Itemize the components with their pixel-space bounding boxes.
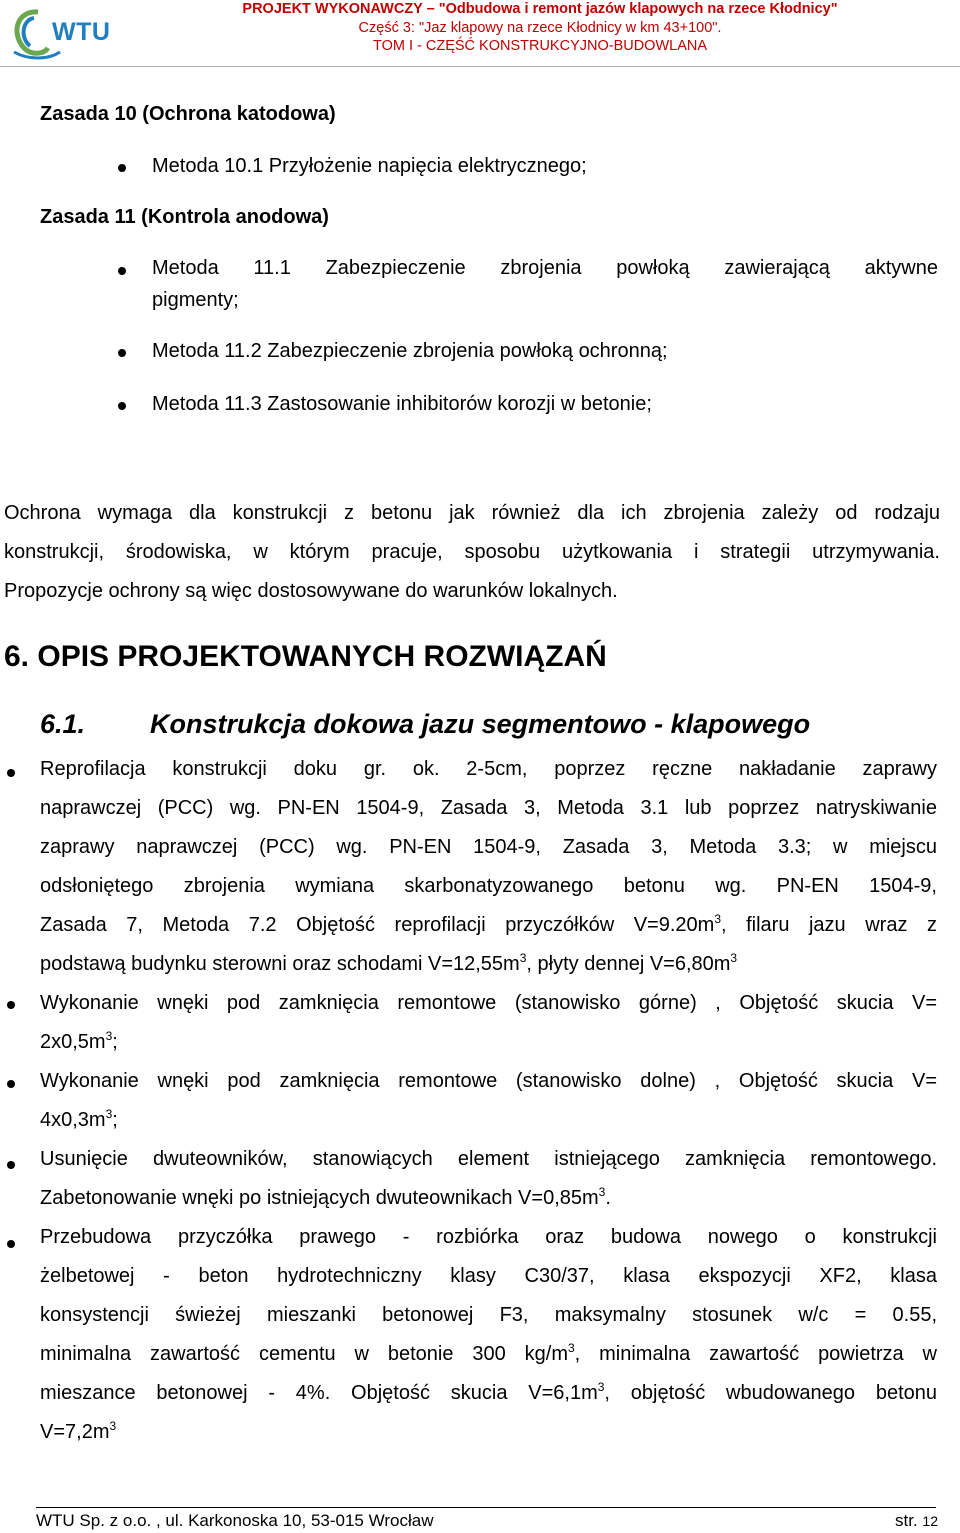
- footer-divider: [36, 1507, 936, 1508]
- list-line: Reprofilacja konstrukcji doku gr. ok. 2-5cm, poprzez ręczne nakładanie zaprawy: [40, 758, 937, 780]
- header-title-block: [120, 0, 960, 56]
- protection-paragraph: [4, 494, 940, 611]
- list-line: Wykonanie wnęki pod zamknięcia remontowe (stanowisko górne) , Objętość skucia V=: [40, 992, 937, 1014]
- superscript: 3: [597, 1380, 605, 1394]
- header-divider: [0, 66, 960, 67]
- text-run: podstawą budynku sterowni oraz schodami V=12,55m: [40, 953, 520, 975]
- bullet-icon: [118, 402, 126, 410]
- page-num: 12: [922, 1513, 938, 1529]
- bullet-icon: [7, 1080, 15, 1088]
- list-item-reprofilacja: [40, 750, 937, 984]
- page-header: [0, 0, 960, 60]
- list-line: [40, 1179, 937, 1218]
- superscript: 3: [730, 951, 738, 965]
- method-11-3: Metoda 11.3 Zastosowanie inhibitorów korozji w betonie;: [152, 393, 652, 415]
- superscript: 3: [109, 1419, 117, 1433]
- list-line: Usunięcie dwuteowników, stanowiących element istniejącego zamknięcia remontowego.: [40, 1148, 937, 1170]
- text-run: Zasada 7, Metoda 7.2 Objętość reprofilacji przyczółków V=9.20m: [40, 914, 715, 936]
- bullet-icon: [118, 267, 126, 275]
- text-run: .: [605, 1187, 611, 1209]
- section-6-heading: 6. OPIS PROJEKTOWANYCH ROZWIĄZAŃ: [4, 640, 607, 673]
- list-line: [40, 1413, 937, 1452]
- superscript: 3: [598, 1185, 606, 1199]
- method-11-1: Metoda 11.1 Zabezpieczenie zbrojenia powłoką zawierającą aktywne: [152, 257, 938, 279]
- list-line: konsystencji świeżej mieszanki betonowej F3, maksymalny stosunek w/c = 0.55,: [40, 1304, 937, 1326]
- logo-text: WTU: [52, 18, 111, 46]
- list-item-dwuteowniki: [40, 1140, 937, 1218]
- list-line: Przebudowa przyczółka prawego - rozbiórka oraz budowa nowego o konstrukcji: [40, 1226, 937, 1248]
- section-6-1-number: 6.1.: [40, 709, 86, 739]
- text-run: , płyty dennej V=6,80m: [526, 953, 731, 975]
- list-line: [40, 1023, 937, 1062]
- bullet-icon: [7, 1240, 15, 1248]
- bullet-icon: [118, 349, 126, 357]
- footer-address: WTU Sp. z o.o. , ul. Karkonoska 10, 53-015 Wrocław: [36, 1511, 434, 1530]
- page-label: str.: [895, 1511, 918, 1530]
- bullet-icon: [7, 769, 15, 777]
- section-6-1-title: Konstrukcja dokowa jazu segmentowo - klapowego: [150, 709, 811, 739]
- list-line: [40, 1101, 937, 1140]
- bullet-icon: [7, 1001, 15, 1009]
- text-run: V=7,2m: [40, 1421, 110, 1443]
- list-item-wneka-dolne: [40, 1062, 937, 1140]
- zasada-11-heading: Zasada 11 (Kontrola anodowa): [40, 206, 329, 228]
- bullet-icon: [7, 1161, 15, 1169]
- method-11-1-cont: pigmenty;: [152, 289, 239, 311]
- superscript: 3: [567, 1341, 575, 1355]
- superscript: 3: [105, 1029, 113, 1043]
- method-11-2: Metoda 11.2 Zabezpieczenie zbrojenia powłoką ochronną;: [152, 340, 668, 362]
- text-run: minimalna zawartość cementu w betonie 300 kg/m: [40, 1343, 568, 1365]
- footer-page-number: [895, 1511, 938, 1531]
- superscript: 3: [519, 951, 527, 965]
- header-project-title: PROJEKT WYKONAWCZY – "Odbudowa i remont jazów klapowych na rzece Kłodnicy": [242, 1, 838, 17]
- superscript: 3: [714, 912, 721, 926]
- paragraph-line: Ochrona wymaga dla konstrukcji z betonu jak również dla ich zbrojenia zależy od rodzaju: [4, 502, 940, 524]
- paragraph-line: Propozycje ochrony są więc dostosowywane do warunków lokalnych.: [4, 580, 618, 602]
- header-volume-title: TOM I - CZĘŚĆ KONSTRUKCYJNO-BUDOWLANA: [372, 38, 708, 54]
- text-run: ;: [112, 1109, 118, 1131]
- list-item-przyczolek: [40, 1218, 937, 1452]
- text-run: , objętość wbudowanego betonu: [604, 1382, 937, 1404]
- text-run: , minimalna zawartość powietrza w: [574, 1343, 937, 1365]
- list-line: [40, 945, 937, 984]
- text-run: mieszance betonowej - 4%. Objętość skucia V=6,1m: [40, 1382, 598, 1404]
- list-line: [40, 1374, 937, 1413]
- list-line: naprawczej (PCC) wg. PN-EN 1504-9, Zasada 3, Metoda 3.1 lub poprzez natryskiwanie: [40, 797, 937, 819]
- header-part-title: Część 3: "Jaz klapowy na rzece Kłodnicy w km 43+100".: [358, 19, 722, 36]
- list-line: zaprawy naprawczej (PCC) wg. PN-EN 1504-9, Zasada 3, Metoda 3.3; w miejscu: [40, 836, 937, 858]
- text-run: , filaru jazu wraz z: [721, 914, 937, 936]
- method-10-1: Metoda 10.1 Przyłożenie napięcia elektrycznego;: [152, 155, 587, 177]
- list-line: Wykonanie wnęki pod zamknięcia remontowe (stanowisko dolne) , Objętość skucia V=: [40, 1070, 937, 1092]
- text-run: ;: [112, 1031, 118, 1053]
- list-line: żelbetowej - beton hydrotechniczny klasy C30/37, klasa ekspozycji XF2, klasa: [40, 1265, 937, 1287]
- zasada-10-heading: Zasada 10 (Ochrona katodowa): [40, 103, 336, 125]
- text-run: 2x0,5m: [40, 1031, 106, 1053]
- text-run: Zabetonowanie wnęki po istniejących dwuteownikach V=0,85m: [40, 1187, 599, 1209]
- superscript: 3: [105, 1107, 113, 1121]
- list-line: [40, 906, 937, 945]
- paragraph-line: konstrukcji, środowiska, w którym pracuje, sposobu użytkowania i strategii utrzymywania.: [4, 541, 940, 563]
- text-run: 4x0,3m: [40, 1109, 106, 1131]
- list-item-wneka-gorne: [40, 984, 937, 1062]
- list-line: odsłoniętego zbrojenia wymiana skarbonatyzowanego betonu wg. PN-EN 1504-9,: [40, 875, 937, 897]
- bullet-icon: [118, 164, 126, 172]
- list-line: [40, 1335, 937, 1374]
- solutions-list: [40, 750, 937, 1452]
- wtu-logo: [8, 4, 111, 60]
